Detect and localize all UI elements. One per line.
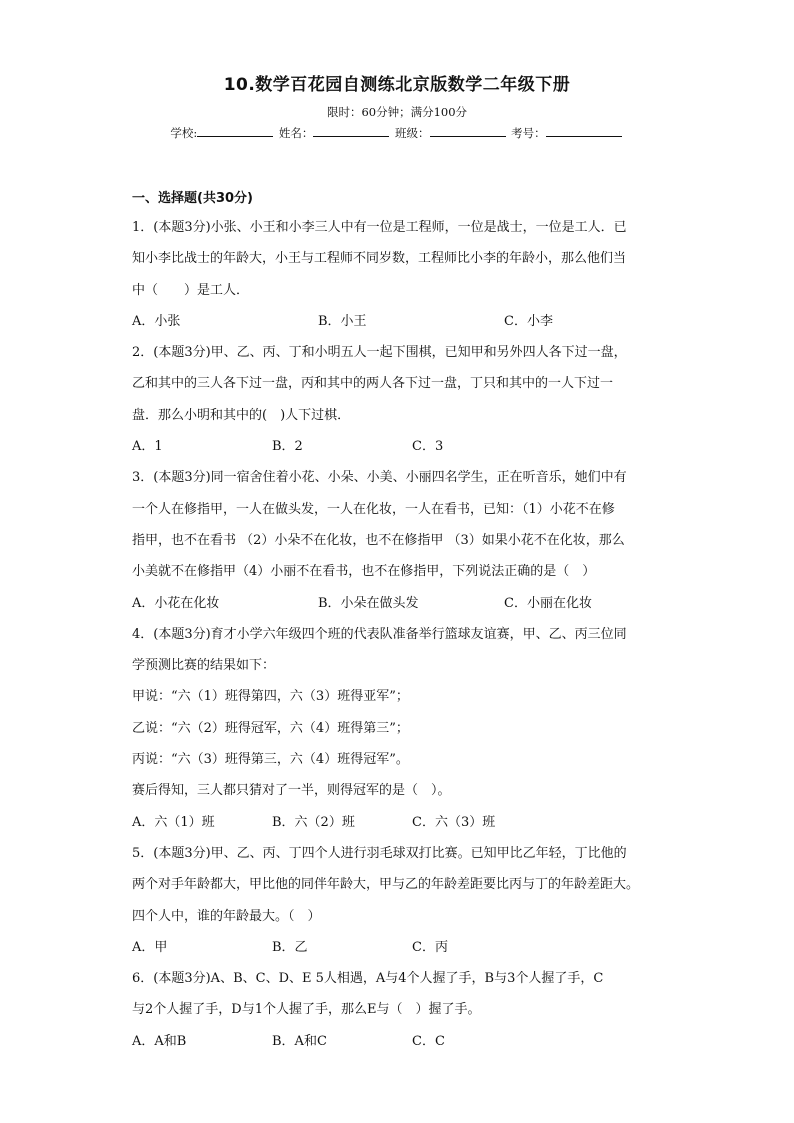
question-1: [132, 212, 672, 337]
question-text-line: 赛后得知，三人都只猜对了一半，则得冠军的是（ ）。: [132, 783, 451, 799]
question-text-line: 指甲，也不在看书 （2）小朵不在化妆，也不在修指甲 （3）如果小花不在化妆，那么: [132, 532, 625, 548]
question-text-line: 乙和其中的三人各下过一盘，丙和其中的两人各下过一盘，丁只和其中的一人下过一: [132, 376, 614, 392]
class-blank[interactable]: [430, 124, 506, 137]
answer-options: [132, 431, 672, 462]
option-b[interactable]: B．小王: [318, 313, 367, 329]
option-b[interactable]: B．六（2）班: [272, 814, 355, 830]
question-text-line: 知小李比战士的年龄大，小王与工程师不同岁数，工程师比小李的年龄小，那么他们当: [132, 251, 627, 267]
option-a[interactable]: A．甲: [132, 939, 168, 955]
name-blank[interactable]: [313, 124, 389, 137]
answer-options: [132, 807, 672, 838]
question-text-line: 小美就不在修指甲（4）小丽不在看书，也不在修指甲，下列说法正确的是（ ）: [132, 564, 596, 580]
question-text-line: 6．(本题3分)A、B、C、D、E 5人相遇，A与4个人握了手，B与3个人握了手，C: [132, 971, 604, 987]
question-text-line: 2．(本题3分)甲、乙、丙、丁和小明五人一起下围棋，已知甲和另外四人各下过一盘，: [132, 345, 627, 361]
answer-options: [132, 1026, 672, 1057]
school-label: 学校:: [170, 126, 198, 140]
answer-options: [132, 306, 672, 337]
question-text-line: 乙说：“六（2）班得冠军，六（4）班得第三”；: [132, 720, 409, 736]
question-2: [132, 337, 672, 462]
option-a[interactable]: A．小张: [132, 313, 181, 329]
option-c[interactable]: C．丙: [412, 939, 448, 955]
question-4: [132, 619, 672, 838]
option-b[interactable]: B．乙: [272, 939, 308, 955]
question-text-line: 盘．那么小明和其中的( )人下过棋．: [132, 407, 351, 423]
option-b[interactable]: B．小朵在做头发: [318, 595, 419, 611]
section-title: 一、选择题(共30分): [132, 191, 253, 206]
school-blank[interactable]: [197, 124, 273, 137]
option-c[interactable]: C．C: [412, 1033, 445, 1049]
page-title: 10.数学百花园自测练北京版数学二年级下册: [223, 75, 571, 95]
class-label: 班级：: [395, 126, 430, 140]
exam-number-label: 考号：: [511, 126, 546, 140]
name-label: 姓名：: [278, 126, 314, 140]
question-6: [132, 963, 672, 1057]
option-c[interactable]: C．小丽在化妆: [504, 595, 592, 611]
answer-options: [132, 932, 672, 963]
questions-area: [132, 186, 672, 1057]
question-text-line: 一个人在修指甲，一人在做头发，一人在化妆，一人在看书，已知：（1）小花不在修: [132, 501, 615, 517]
student-info-row: [0, 124, 794, 141]
option-b[interactable]: B．A和C: [272, 1033, 327, 1049]
question-3: [132, 462, 672, 618]
option-a[interactable]: A．A和B: [132, 1033, 187, 1049]
question-text-line: 5．(本题3分)甲、乙、丙、丁四个人进行羽毛球双打比赛。已知甲比乙年轻，丁比他的: [132, 845, 627, 861]
time-score-info: 限时：60分钟；满分100分: [326, 105, 468, 119]
question-text-line: 中（ ）是工人．: [132, 282, 250, 298]
question-text-line: 4．(本题3分)育才小学六年级四个班的代表队准备举行篮球友谊赛，甲、乙、丙三位同: [132, 626, 627, 642]
question-text-line: 甲说：“六（1）班得第四，六（3）班得亚军”；: [132, 689, 409, 705]
option-b[interactable]: B．2: [272, 439, 303, 455]
question-5: [132, 838, 672, 963]
answer-options: [132, 588, 672, 619]
question-text-line: 四个人中，谁的年龄最大。（ ）: [132, 908, 321, 924]
question-text-line: 3．(本题3分)同一宿舍住着小花、小朵、小美、小丽四名学生，正在听音乐，她们中有: [132, 470, 627, 486]
question-text-line: 与2个人握了手，D与1个人握了手，那么E与（ ）握了手。: [132, 1002, 481, 1018]
option-a[interactable]: A．1: [132, 439, 163, 455]
question-text-line: 学预测比赛的结果如下：: [132, 658, 276, 674]
question-text-line: 1．(本题3分)小张、小王和小李三人中有一位是工程师，一位是战士，一位是工人．已: [132, 220, 627, 235]
question-text-line: 丙说：“六（3）班得第三，六（4）班得冠军”。: [132, 752, 409, 768]
option-c[interactable]: C．六（3）班: [412, 814, 496, 830]
question-text-line: 两个对手年龄都大，甲比他的同伴年龄大，甲与乙的年龄差距要比丙与丁的年龄差距大。: [132, 877, 640, 893]
exam-number-blank[interactable]: [546, 124, 622, 137]
option-c[interactable]: C．小李: [504, 313, 553, 329]
option-a[interactable]: A．小花在化妆: [132, 595, 220, 611]
option-a[interactable]: A．六（1）班: [132, 814, 215, 830]
option-c[interactable]: C．3: [412, 439, 444, 455]
